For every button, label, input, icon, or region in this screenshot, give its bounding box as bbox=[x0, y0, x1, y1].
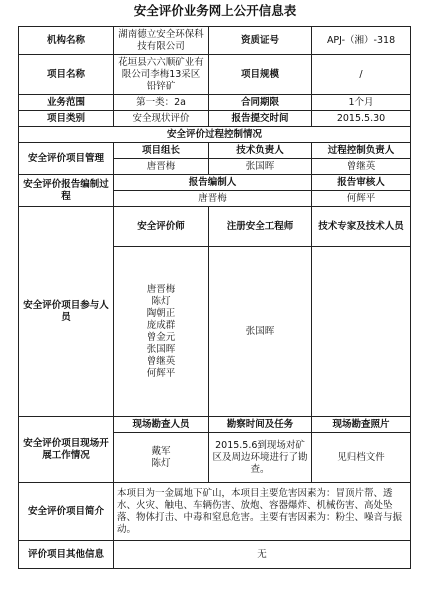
members-header-evaluator: 安全评价师 bbox=[114, 207, 209, 247]
org-name-label: 机构名称 bbox=[19, 27, 114, 55]
site-task-value: 2015.5.6到现场对矿区及周边环境进行了勘查。 bbox=[209, 433, 312, 483]
evaluator-name: 张国晖 bbox=[146, 343, 176, 355]
row-org bbox=[19, 27, 411, 55]
row-report-header bbox=[19, 175, 411, 191]
report-header-compiler: 报告编制人 bbox=[114, 175, 312, 191]
evaluator-name: 庞成群 bbox=[146, 319, 176, 331]
report-label: 安全评价报告编制过程 bbox=[19, 175, 114, 207]
scope-label: 业务范围 bbox=[19, 95, 114, 111]
category-label: 项目类别 bbox=[19, 111, 114, 127]
evaluator-list bbox=[114, 247, 209, 417]
cert-label: 资质证号 bbox=[209, 27, 312, 55]
evaluator-name: 何辉平 bbox=[146, 367, 176, 379]
brief-value: 本项目为一金属地下矿山，本项目主要危害因素为：冒顶片帮、透水、火灾、触电、车辆伤害、放炮、容器爆炸、机械伤害、高处坠落、物体打击、中毒和窒息危害。主要有害因素为：粉尘、噪音与振动。 bbox=[114, 483, 411, 541]
members-label: 安全评价项目参与人员 bbox=[19, 207, 114, 417]
members-header-expert: 技术专家及技术人员 bbox=[312, 207, 411, 247]
report-time-label: 报告提交时间 bbox=[209, 111, 312, 127]
row-scope bbox=[19, 95, 411, 111]
evaluator-name: 陶朝正 bbox=[146, 307, 176, 319]
mgmt-value-tech: 张国晖 bbox=[209, 159, 312, 175]
page-title: 安全评价业务网上公开信息表 bbox=[133, 3, 297, 18]
mgmt-header-leader: 项目组长 bbox=[114, 143, 209, 159]
project-scale-label: 项目规模 bbox=[209, 55, 312, 95]
other-label: 评价项目其他信息 bbox=[19, 541, 114, 569]
mgmt-value-leader: 唐晋梅 bbox=[114, 159, 209, 175]
report-header-reviewer: 报告审核人 bbox=[312, 175, 411, 191]
safety-engineer-value: 张国晖 bbox=[209, 247, 312, 417]
other-value: 无 bbox=[114, 541, 411, 569]
contract-value: 1个月 bbox=[312, 95, 411, 111]
category-value: 安全现状评价 bbox=[114, 111, 209, 127]
info-table bbox=[18, 26, 411, 569]
site-header-staff: 现场勘查人员 bbox=[114, 417, 209, 433]
row-mgmt-header bbox=[19, 143, 411, 159]
row-project bbox=[19, 55, 411, 95]
project-name-value: 花垣县六六顺矿业有限公司李梅13采区铅锌矿 bbox=[114, 55, 209, 95]
site-staff-list bbox=[114, 433, 209, 483]
evaluator-name: 曾继英 bbox=[146, 355, 176, 367]
contract-label: 合同期限 bbox=[209, 95, 312, 111]
row-members-header bbox=[19, 207, 411, 247]
mgmt-header-tech: 技术负责人 bbox=[209, 143, 312, 159]
evaluator-name: 唐晋梅 bbox=[146, 283, 176, 295]
brief-label: 安全评价项目简介 bbox=[19, 483, 114, 541]
site-photo-value: 见归档文件 bbox=[312, 433, 411, 483]
mgmt-label: 安全评价项目管理 bbox=[19, 143, 114, 175]
evaluator-name: 陈灯 bbox=[151, 295, 171, 307]
site-header-photo: 现场勘查照片 bbox=[312, 417, 411, 433]
site-staff-name: 陈灯 bbox=[151, 457, 171, 469]
row-process-section bbox=[19, 127, 411, 143]
mgmt-value-process: 曾继英 bbox=[312, 159, 411, 175]
row-site-header bbox=[19, 417, 411, 433]
site-label: 安全评价项目现场开展工作情况 bbox=[19, 417, 114, 483]
report-value-compiler: 唐晋梅 bbox=[114, 191, 312, 207]
project-scale-value: / bbox=[312, 55, 411, 95]
site-staff-name: 戴军 bbox=[151, 445, 171, 457]
row-other bbox=[19, 541, 411, 569]
report-time-value: 2015.5.30 bbox=[312, 111, 411, 127]
org-name-value: 湖南德立安全环保科技有限公司 bbox=[114, 27, 209, 55]
row-category bbox=[19, 111, 411, 127]
project-name-label: 项目名称 bbox=[19, 55, 114, 95]
expert-value bbox=[312, 247, 411, 417]
process-section-title: 安全评价过程控制情况 bbox=[19, 127, 411, 143]
evaluator-name: 曾金元 bbox=[146, 331, 176, 343]
cert-value: APJ-（湘）-318 bbox=[312, 27, 411, 55]
site-header-task: 勘察时间及任务 bbox=[209, 417, 312, 433]
scope-value: 第一类：2a bbox=[114, 95, 209, 111]
report-value-reviewer: 何辉平 bbox=[312, 191, 411, 207]
row-brief bbox=[19, 483, 411, 541]
members-header-engineer: 注册安全工程师 bbox=[209, 207, 312, 247]
mgmt-header-process: 过程控制负责人 bbox=[312, 143, 411, 159]
